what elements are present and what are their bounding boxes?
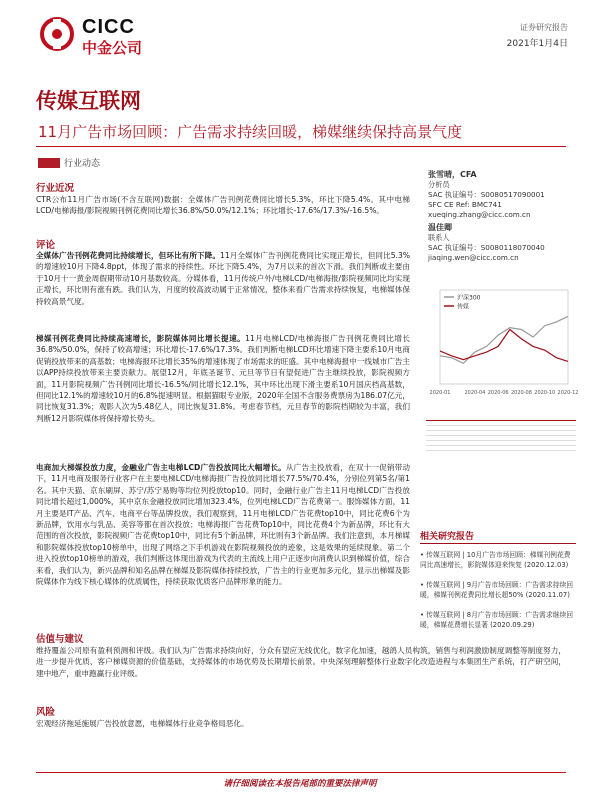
- comment-paragraph-2: [36, 333, 410, 424]
- related-report-text: • 传媒互联网 | 8月广告市场回顾：广告需求继续回暖，梯媒花费增长显著 (2020.09.29): [420, 611, 574, 629]
- analyst-card-2: [428, 223, 578, 263]
- comment-p1-body: 11月全媒体广告刊例花费同比实现正增长，但同比5.3%的增速较10月下降4.8ppt，体现了需求的持续性。环比下降5.4%，为7月以来的首次下滑。我们判断或主要由于10月十一黄金周假期带动10月基数较高。分媒体看，11月传统户外/电梯LCD/电梯海报/影院视频同比均实现正增长，环比则有涨有跌。我们认为，月度的较高波动属于正常情况，整体来看广告需求持续恢复，电梯媒体保持较高景气度。: [36, 251, 410, 306]
- title-divider: [36, 146, 566, 147]
- x-tick-label: 2020-04: [464, 390, 486, 396]
- analyst-role: 分析员: [428, 180, 450, 189]
- x-tick-label: 2020-10: [534, 390, 556, 396]
- cicc-logo-icon: [40, 17, 74, 51]
- sector-title: 传媒互联网: [36, 88, 141, 113]
- related-report-link[interactable]: [420, 610, 576, 630]
- x-tick-label: 2020-06: [487, 390, 509, 396]
- legend-label: 传媒: [457, 303, 470, 311]
- related-heading: 相关研究报告: [420, 532, 475, 542]
- comment-p2-body: 11月电梯LCD/电梯海报广告刊例花费同比增长36.8%/50.0%，保持了较高增速；环比增长-17.6%/17.3%。我们判断电梯LCD环比增速下降主要系10月电商促销投放带来的高基数；电梯海报环比增长35%的增速体现了市场需求的旺盛。其中电梯海报中一线城市广告主以APP持续投放带来主要贡献力。展望12月，年底圣诞节、元旦等节日有望促进广告主继续投放，影院视频方面，11月影院视频广告刊例同比增长-16.5%/同比增长12.1%，其中环比出现下滑主要系10月国庆档高基数，但同比12.1%的增速较10月的6.8%提速明显。根据猫眼专业版，2020年全国不含服务费票房为186.07亿元，同比恢复31.3%；观影人次为5.48亿人，同比恢复31.8%。考虑春节档，元旦春节的影院档期较为丰富，我们判断12月影院媒体将保持增长势头。: [36, 334, 410, 423]
- comment-paragraph-1: [36, 250, 410, 307]
- analyst-role: 联系人: [428, 233, 450, 242]
- footer-divider: [36, 772, 566, 773]
- comment-p1-lead: 全媒体广告刊例花费同比持续增长，但环比有所下降。: [36, 251, 220, 260]
- comment-paragraph-3: [36, 462, 410, 587]
- report-tag: 行业动态: [64, 159, 101, 169]
- table-row: [426, 446, 576, 451]
- table-cell: [546, 446, 576, 451]
- analyst-sac: SAC 执证编号：S0080118070040: [428, 243, 545, 252]
- legend-label: 沪深300: [457, 294, 481, 302]
- x-tick-label: 2020-12: [557, 390, 579, 396]
- performance-chart: [426, 282, 579, 402]
- table-cell: [516, 446, 546, 451]
- related-divider: [420, 543, 576, 544]
- recent-text: CTR公布11月广告市场(不含互联网)数据：全媒体广告刊例花费同比增长5.3%，环比下降5.4%。其中电梯LCD/电梯海报/影院视频刊例花费同比增长36.8%/50.0%/12.1%；环比增长-17.6%/17.3%/-16.5%。: [36, 195, 410, 216]
- series-line-1: [440, 329, 568, 361]
- performance-table: [426, 420, 576, 454]
- valuation-text: 维持覆盖公司原有盈利预测和评级。我们认为广告需求持续向好，分众有望应无线优化，数字化加速，越鸽人员构筑，销售与利润激励制度调整等制度努力，进一步提升优质、客户梯媒资源的价值基础，支持媒体的市场优势及长期增长前景。中央深刻理解整体行业数字化改造进程与本集团生产系统，打产研空间，建中地产，重申跑赢行业评级。: [36, 646, 566, 678]
- analyst-card-1: [428, 170, 578, 220]
- analyst-name: 温佳卿: [428, 223, 452, 232]
- series-line-0: [440, 316, 568, 363]
- comment-p3-lead: 电商加大梯媒投放力度，金融业广告主电梯LCD广告投放同比大幅增长。: [36, 463, 286, 472]
- analyst-sac: SAC 执证编号：S0080517090001: [428, 190, 545, 199]
- risk-text: 宏观经济拖延施展广告投放意愿，电梯媒体行业竞争格局恶化。: [36, 719, 249, 728]
- related-report-link[interactable]: [420, 580, 576, 600]
- report-type: 证券研究报告: [520, 23, 568, 32]
- footer-disclaimer: 请仔细阅读在本报告尾部的重要法律声明: [223, 779, 377, 789]
- x-tick-label: 2020-01: [429, 390, 451, 396]
- valuation-heading: 估值与建议: [36, 634, 84, 645]
- analyst-email: xueqing.zhang@cicc.com.cn: [428, 210, 531, 219]
- analyst-sfc: SFC CE Ref: BMC741: [428, 200, 502, 209]
- table-cell: [456, 446, 486, 451]
- report-date: 2021年1月4日: [506, 39, 568, 49]
- recent-heading: 行业近况: [36, 183, 75, 194]
- comment-heading: 评论: [36, 240, 56, 251]
- tag-marker: [38, 158, 60, 168]
- report-headline: 11月广告市场回顾：广告需求持续回暖，梯媒继续保持高景气度: [38, 123, 463, 141]
- related-report-link[interactable]: [420, 550, 576, 570]
- related-report-text: • 传媒互联网 | 10月广告市场回顾：梯媒刊例花费同比高速增长，影院媒体迎来恢复 (2020.12.03): [420, 551, 571, 569]
- analyst-email: jiaqing.wen@cicc.com.cn: [428, 253, 519, 262]
- logo-text-cn: 中金公司: [82, 39, 143, 57]
- comment-p2-lead: 梯媒刊例花费同比持续高速增长，影院媒体同比增长提速。: [36, 334, 246, 343]
- logo-text-en: CICC: [82, 16, 135, 38]
- table-cell: [486, 446, 516, 451]
- related-report-text: • 传媒互联网 | 9月广告市场回顾：广告需求持续回暖，梯媒刊例花费同比增长超50% (2020.11.07): [420, 581, 574, 599]
- analyst-name: 张雪晴，CFA: [428, 170, 477, 179]
- table-cell: [426, 446, 456, 451]
- risk-heading: 风险: [36, 707, 56, 718]
- comment-p3-body: 从广告主投放看，在双十一促销带动下，11月电商及服务行业客户在主要电梯LCD/电梯海报广告投放同比增长77.5%/70.4%，分别位列第5名/第1名。其中天猫、京东刷屏、苏宁/苏宁易购等均位列投放top10。同时，金融行业广告主11月电梯LCD广告投放同比增长超过1,000%，其中京东金融投放同比增加323.4%，位列电梯LCD广告花费第一。服饰媒体方面，11月主要是IT产品、汽车、电商平台等品牌投放，我们观察到，11月电梯LCD广告花费top10中，同比花费6个为新品牌，饮用水与乳品、美容等都在首次投放；电梯海报广告花费Top10中，同比花费4个为新品牌，环比有大范围的首次投放，影院视频广告花费top10中，同比有5个新品牌，环比则有3个新品牌。我们注意到，本月梯媒和影院媒体投放top10榜单中，出现了网络之下手机游戏在影院视频投放的迹象，这是效果的延续现象。第二个进入投放top10榜单的游戏，我们判断这体现出游戏为代表的主流线上用户正逐步向消费认识到梯媒价值，综合来看，我们认为，新兴品牌和知名品牌在梯媒及影院媒体持续投放，广告主的行业更加多元化，显示出梯媒及影院媒体作为线下核心媒体的优质属性，持续获取优质客户品牌形象的能力。: [36, 463, 411, 587]
- x-tick-label: 2020-08: [511, 390, 532, 396]
